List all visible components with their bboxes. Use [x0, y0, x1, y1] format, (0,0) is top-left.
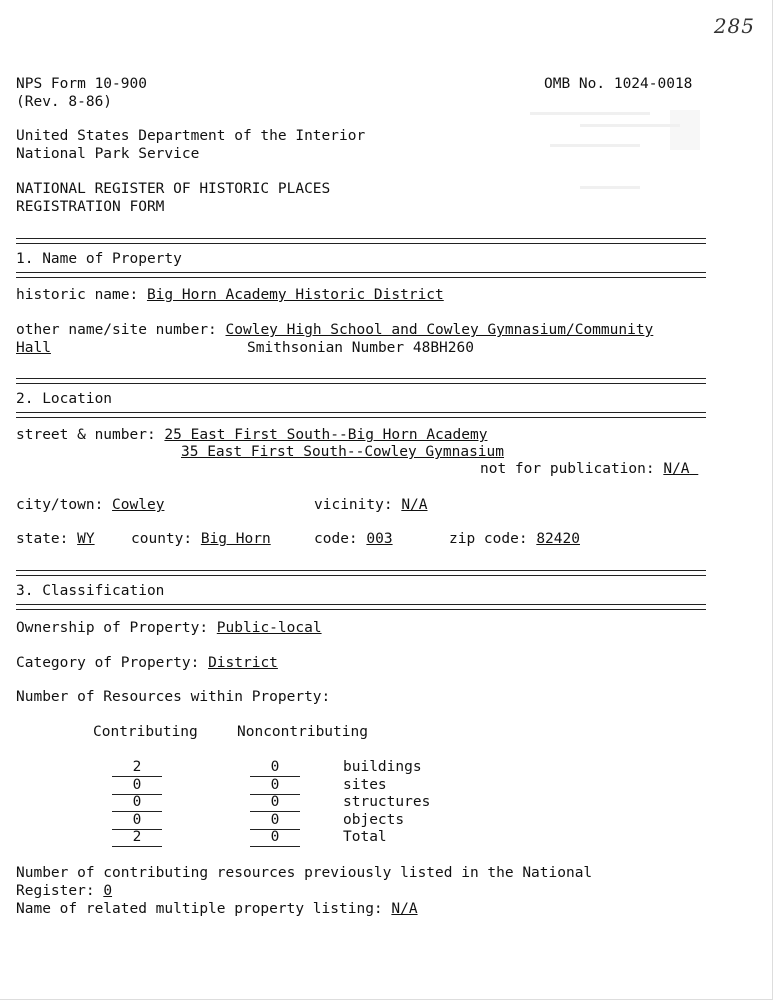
noncontributing-total: 0 [250, 829, 300, 847]
mpl-value: N/A [391, 901, 418, 917]
category-label: Category of Property: [16, 655, 200, 671]
nfp-label: not for publication: [480, 461, 655, 477]
zip-value: 82420 [536, 531, 580, 547]
other-name-label: other name/site number: [16, 322, 217, 338]
section1-heading: 1. Name of Property [16, 251, 182, 267]
resource-type-label: Total [343, 829, 387, 845]
prev-listed-value: 0 [103, 883, 113, 899]
noncontributing-count: 0 [250, 777, 300, 795]
historic-name-row [16, 287, 444, 304]
form-id: NPS Form 10-900 [16, 76, 147, 92]
noncontributing-count: 0 [250, 812, 300, 830]
city-label: city/town: [16, 497, 104, 513]
vicinity-value: N/A [401, 497, 428, 513]
noncontributing-count: 0 [250, 794, 300, 812]
other-name-row [16, 322, 653, 339]
handwritten-page-number: 285 [713, 14, 755, 38]
prev-listed-text: Number of contributing resources previously listed in the National [16, 865, 593, 881]
section2-heading: 2. Location [16, 391, 113, 407]
contributing-count: 2 [112, 759, 162, 777]
state-value: WY [77, 531, 95, 547]
ownership-value: Public-local [216, 620, 322, 636]
col-noncontributing: Noncontributing [237, 724, 368, 740]
ownership-row [16, 620, 322, 637]
divider [16, 412, 706, 418]
mpl-row [16, 901, 418, 918]
nfp-row [480, 461, 698, 478]
county-row [131, 531, 271, 548]
other-name-value-cont: Hall [16, 340, 51, 356]
noncontributing-count: 0 [250, 759, 300, 777]
revision: (Rev. 8-86) [16, 94, 113, 110]
divider [16, 604, 706, 610]
street-row [16, 427, 487, 444]
contributing-count: 0 [112, 812, 162, 830]
code-value: 003 [366, 531, 393, 547]
divider [16, 272, 706, 278]
street-label: street & number: [16, 427, 156, 443]
historic-name-label: historic name: [16, 287, 139, 303]
state-row [16, 531, 95, 548]
county-value: Big Horn [200, 531, 271, 547]
resource-type-label: structures [343, 794, 431, 810]
vicinity-row [314, 497, 428, 514]
ownership-label: Ownership of Property: [16, 620, 209, 636]
other-name-value: Cowley High School and Cowley Gymnasium/Community [225, 322, 654, 338]
department: United States Department of the Interior [16, 128, 366, 144]
omb-number: OMB No. 1024-0018 [544, 76, 693, 92]
state-label: state: [16, 531, 69, 547]
smithsonian-number: Smithsonian Number 48BH260 [247, 340, 474, 356]
service: National Park Service [16, 146, 200, 162]
contributing-count: 0 [112, 777, 162, 795]
code-row [314, 531, 393, 548]
prev-listed-row [16, 883, 112, 900]
street-value-2: 35 East First South--Cowley Gymnasium [181, 444, 505, 460]
street-value-1: 25 East First South--Big Horn Academy [164, 427, 488, 443]
code-label: code: [314, 531, 358, 547]
resource-type-label: buildings [343, 759, 422, 775]
divider [16, 570, 706, 576]
divider [16, 238, 706, 244]
prev-listed-label: Register: [16, 883, 95, 899]
county-label: county: [131, 531, 193, 547]
nfp-value: N/A [663, 461, 690, 477]
register-title: NATIONAL REGISTER OF HISTORIC PLACES [16, 181, 331, 197]
contributing-count: 0 [112, 794, 162, 812]
section3-heading: 3. Classification [16, 583, 165, 599]
city-row [16, 497, 164, 514]
vicinity-label: vicinity: [314, 497, 393, 513]
resource-type-label: sites [343, 777, 387, 793]
divider [16, 378, 706, 384]
category-row [16, 655, 278, 672]
zip-row [449, 531, 580, 548]
resources-label: Number of Resources within Property: [16, 689, 331, 705]
form-title: REGISTRATION FORM [16, 199, 165, 215]
city-value: Cowley [112, 497, 165, 513]
category-value: District [208, 655, 278, 671]
contributing-total: 2 [112, 829, 162, 847]
faded-stamp [520, 104, 710, 164]
col-contributing: Contributing [93, 724, 198, 740]
resource-type-label: objects [343, 812, 405, 828]
zip-label: zip code: [449, 531, 528, 547]
historic-name-value: Big Horn Academy Historic District [146, 287, 444, 303]
mpl-label: Name of related multiple property listing: [16, 901, 383, 917]
